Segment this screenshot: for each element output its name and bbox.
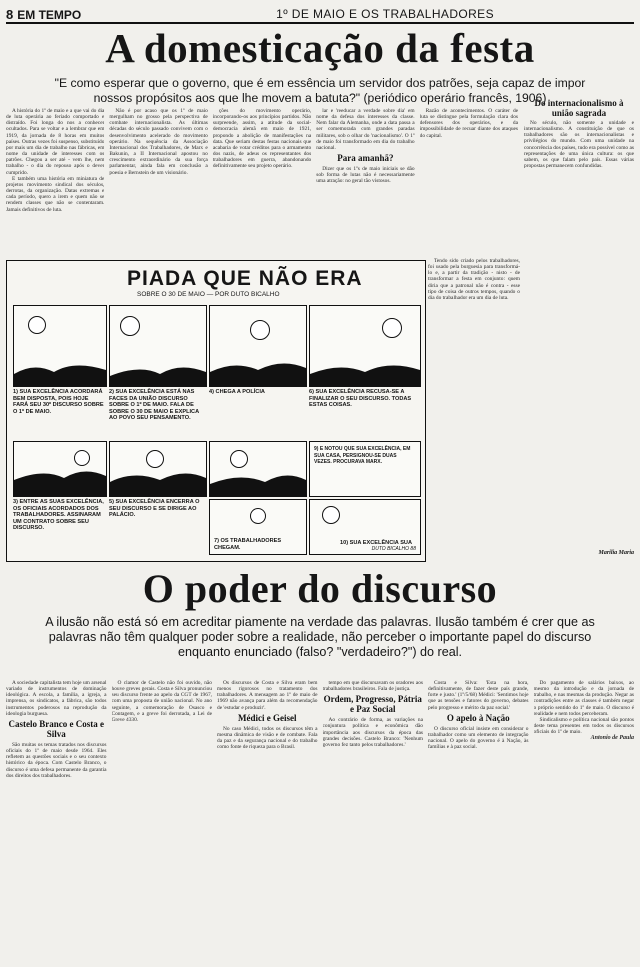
comic-caption-1: 1) SUA EXCELÊNCIA ACORDARÁ BEM DISPOSTA, POIS HOJE FARÁ SEU 30º DISCURSO SOBRE O 1º DE MAIO. — [13, 389, 104, 415]
comic-panel-3 — [209, 305, 307, 387]
subhead-medici-geisel: Médici e Geisel — [238, 712, 297, 723]
deck-quote: "E como esperar que o governo, que é em essência um servidor dos patrões, seja capaz de impor nossos propósitos aos que lhe movem a batuta?" (periódico operário francês, 1906) — [54, 76, 586, 105]
comic-panel-9 — [209, 499, 307, 555]
paragraph: tempo em que discursavam os oradores aos trabalhadores brasileiros. Fala de justiça. — [322, 680, 423, 693]
article1-col-2 — [109, 108, 207, 256]
comic-panel-5 — [13, 441, 107, 497]
comic-panel-8 — [309, 441, 421, 497]
article2-columns — [6, 680, 634, 962]
moon-icon — [382, 318, 402, 338]
paragraph: E também uma história em miniatura de projetos movimento sindical dos séculos, derrotas, da organização. Datas extremas e cada período, quero a irem e quem não se rendem classes que não se contentaram. Jamais definitivos de luta. — [6, 175, 105, 213]
byline-article2: Antonio de Paula — [590, 735, 634, 742]
article2-col-1 — [6, 680, 107, 962]
paragraph: A sociedade capitalista tem hoje um arsenal variado de instrumentos de dominação ideológica. A escola, a família, a igreja, a imprensa, os sindicatos, a fábrica, são todos instrumentos poderosos na reprodução da ideologia burguesa. — [6, 680, 107, 717]
hills-drawing — [210, 466, 306, 496]
hills-drawing — [210, 356, 306, 386]
comic-caption-6: 6) SUA EXCELÊNCIA RECUSA-SE A FINALIZAR O SEU DISCURSO. TODAS ESTAS COISAS. — [309, 389, 412, 409]
hills-drawing — [310, 356, 420, 386]
comic-caption-10: 10) SUA EXCELÊNCIA SUA — [340, 540, 413, 546]
hills-drawing — [14, 466, 106, 496]
comic-strip — [6, 260, 426, 562]
page-header — [6, 6, 634, 24]
comic-caption-7: 7) OS TRABALHADORES CHEGAM. — [214, 538, 282, 551]
paragraph: No caso Médici, todos os discursos têm a mesma dinâmica de visão e de combate. Fala da paz e da segurança nacional e do trabalho como fonte de riqueza para o Brasil. — [217, 725, 318, 751]
paragraph: Dizer que os 1ºs de maio iniciais se dão sob forma de lutas não é necessariamente uma atração: no geral tão vistosos. — [316, 166, 415, 185]
article2-col-4 — [323, 680, 424, 962]
article1-side-column — [428, 258, 520, 558]
subhead-apelo-nacao: O apelo à Nação — [446, 712, 510, 723]
paragraph: lar e 'reeducar a verdade sobre dia' em nome da defesa dos interesses da classe. Nem falar da Alemanha, onde a data passa a ser comemorada com grandes paradas militares, sob o olhar do 'nacionalismo'. O 1º de maio foi transformado em dia do trabalho nacional. — [316, 108, 415, 151]
article2-col-6 — [534, 680, 635, 962]
comic-title: PIADA QUE NÃO ERA — [127, 267, 363, 290]
article1-col-4 — [316, 108, 414, 256]
moon-icon — [250, 320, 270, 340]
hills-drawing — [110, 356, 206, 386]
subhead-para-amanha: Para amanhã? — [337, 153, 394, 164]
article1-columns — [6, 108, 518, 256]
page-number: 8 — [6, 6, 14, 22]
comic-panel-2 — [109, 305, 207, 387]
paragraph: Não é por acaso que os 1º de maio mergulham no grosso pela perspectiva de combate internacionalista. As últimas décadas do século passado convivem com o desenvolvimento acelerado do movimento operário. Na sequência da Associação Internacional dos Trabalhadores, de Marx e Bakunin, a II Internacional apostou no crescimento extraordinário da sua força parlamentar, ainda fala em conclusão a poesia e Bernstein de um visionário. — [109, 108, 208, 176]
comic-panel-6 — [109, 441, 207, 497]
publication-title: 1º DE MAIO E OS TRABALHADORES — [276, 7, 494, 21]
article1-col-5 — [420, 108, 518, 256]
paragraph: São muitas os temas tratados nos discursos oficiais do 1º de maio desde 1964. Eles refletem as questões sociais e o seu contexto histórico da época. Com Castelo Branco, o discurso é uma defesa permanente da garantia dos direitos dos trabalhadores. — [6, 741, 107, 779]
comic-panel-4 — [309, 305, 421, 387]
paragraph: No século, não somente a unidade e internacionalismo. A constituição de que os trabalhadores são os internacionalistas e privilégios do mundo. Com uma unidade na concorrência dos países, tudo era possível como as representações de uma única cultura: os que sabem, os que falam pelo país. Essas várias propostas permanecem confundidas. — [524, 120, 634, 170]
section-name: EM TEMPO — [17, 7, 82, 22]
paragraph: Razão de acontecimentos. O caráter de luta se distingue pela formulação clara dos defensores dos operários, e da impossibilidade de recuar diante dos ataques do capital. — [419, 108, 519, 139]
comic-panel-1 — [13, 305, 107, 387]
article1-col-1 — [6, 108, 104, 256]
comic-caption-3: 3) ENTRE AS SUAS EXCELÊNCIA, OS OFICIAIS ACORDADOS DOS TRABALHADORES. ASSINARAM UM CONTRATO SOBRE SEU DISCURSO. — [13, 499, 104, 532]
article2-col-3 — [217, 680, 318, 962]
article2-col-5 — [428, 680, 529, 962]
paragraph: O discurso oficial insiste em considerar o trabalhador como um elemento de integração nacional. O apelo do governo é à Nação, às famílias e à paz social. — [428, 725, 529, 751]
byline-article1: Marilia Maria — [598, 550, 634, 556]
comic-panel-10 — [309, 499, 421, 555]
article1-col-3 — [213, 108, 311, 256]
comic-caption-2: 2) SUA EXCELÊNCIA ESTÁ NAS FACES DA UNIÃO DISCURSO SOBRE O 1º DE MAIO. FALA DE SOBRE O 30 DE MAIO E EXPLICA AO POVO SEU PENSAMENTO. — [109, 389, 199, 422]
moon-icon — [74, 450, 90, 466]
hills-drawing — [14, 356, 106, 386]
deck-article2: A ilusão não está só em acreditar piamente na verdade das palavras. Ilusão também é crer que as palavras não têm qualquer poder sobre a realidade, não perceber o importante papel do discurso enquanto enunciado (falso? "verdadeiro?") do real. — [45, 615, 595, 659]
paragraph: Do pagamento de salários baixos, ao mesmo da introdução e da jornada de trabalho, e nas mesmas da produção. Negar as contradições entre as classes é também negar o próprio sentido do 1º de maio. O discurso é realidade e nem todos perceberam. — [533, 680, 634, 717]
paragraph: Tendo sido criado pelos trabalhadores, foi usado pela burguesia para transformá-lo e, a partir da tradição - nisto - de transformar a festa em conjunto: quem diria que a patronal não é contra - esse tipo de coisa de outros tempos, quando o dia do trabalhador era um dia de luta. — [428, 258, 520, 301]
headline-poder-do-discurso: O poder do discurso — [142, 566, 498, 611]
paragraph: Ao contrário de forma, as variações na conjuntura política e econômica dão importância aos discursos da época das grandes decisões. Castelo Branco: 'Nenhum governo fez tanto pelos trabalhadores.' — [322, 717, 423, 748]
moon-icon — [120, 316, 140, 336]
comic-signature: DUTO BICALHO 88 — [371, 546, 416, 552]
paragraph: Costa e Silva: 'Esta na hora, definitivamente, de fazer deste país grande, forte e justo.' (1º/5/68) Médici: 'Sentimos hoje que as tensões e fatores do governo, debates pelo progresso e mérito da paz social.' — [428, 680, 529, 711]
sidebar-title: Do internacionalismo à união sagrada — [534, 98, 624, 118]
sidebar-internationalism — [524, 98, 634, 560]
moon-icon — [28, 316, 46, 334]
hills-drawing — [110, 466, 206, 496]
comic-subtitle: SOBRE O 30 DE MAIO — POR DUTO BICALHO — [137, 291, 280, 298]
subhead-castelo-branco: Castelo Branco e Costa e Silva — [8, 718, 104, 739]
comic-caption-9: 9) E NOTOU QUE SUA EXCELÊNCIA, EM SUA CASA, PERSIGNOU-SE DUAS VEZES. PROCURAVA MARX. — [314, 446, 411, 466]
paragraph: O clamor de Castelo não foi ouvido, não houve greves gerais. Costa e Silva pronunciou seu discurso frente ao apelo da CGT de 1967, com uma proposta de união nacional. No ano seguinte, a comemoração de Osasco e Contagem, e a greve foi derrotada, a Lei de Greve 4330. — [111, 680, 212, 723]
comic-caption-5: 5) SUA EXCELÊNCIA ENCERRA O SEU DISCURSO E SE DIRIGE AO PALÁCIO. — [109, 499, 200, 519]
moon-icon — [250, 508, 266, 524]
paragraph: Sindicalismo e política nacional são pontos deste tema presentes em todos os discursos oficiais do 1º de maio. — [533, 716, 634, 736]
comic-caption-4: 4) CHEGA A POLÍCIA — [209, 389, 265, 395]
sidebar-body — [524, 120, 634, 550]
paragraph: A história do 1º de maio e a que vai do dia de luta operária ao feriado comportado e distraído. Foi longa do nos a conhecer ocultados. Para se voltar e a lembrar que em 1919, da jornada de 8 horas em muitos países. Outras vezes foi suspenso, substituído por mais um dia de trabalho nas fábricas, em nome da unidade de interesses com os patrões. Chegou a ser até - vem lhe, nem trabalho - o dia do repouso após o dever cumprido. — [6, 108, 105, 176]
headline-domestication: A domesticação da festa — [105, 25, 535, 71]
subhead-ordem-progresso: Ordem, Progresso, Pátria e Paz Social — [323, 694, 422, 715]
moon-icon — [322, 506, 340, 524]
paragraph: ções do movimento operário, incorporando-os aos princípios partidos. Não surpreende, assim, a atitude da social-democracia alemã em maio de 1921, propondo a abolição de manifestações na data. Que seriam destas festas nacionais que acabaria de votar créditos para o armamento dos nazis, de adeus os representantes dos trabalhadores em guerra, abandonando definitivamente seu projeto operário. — [212, 108, 312, 170]
paragraph: Os discursos de Costa e Silva eram bem menos rigorosos no tratamento dos trabalhadores. A mensagem ao 1º de maio de 1969 não avança para além da recomendação de 'estudar e produzir'. — [217, 680, 318, 711]
comic-panel-7 — [209, 441, 307, 497]
article1-col-6 — [428, 258, 520, 558]
article2-col-2 — [112, 680, 213, 962]
